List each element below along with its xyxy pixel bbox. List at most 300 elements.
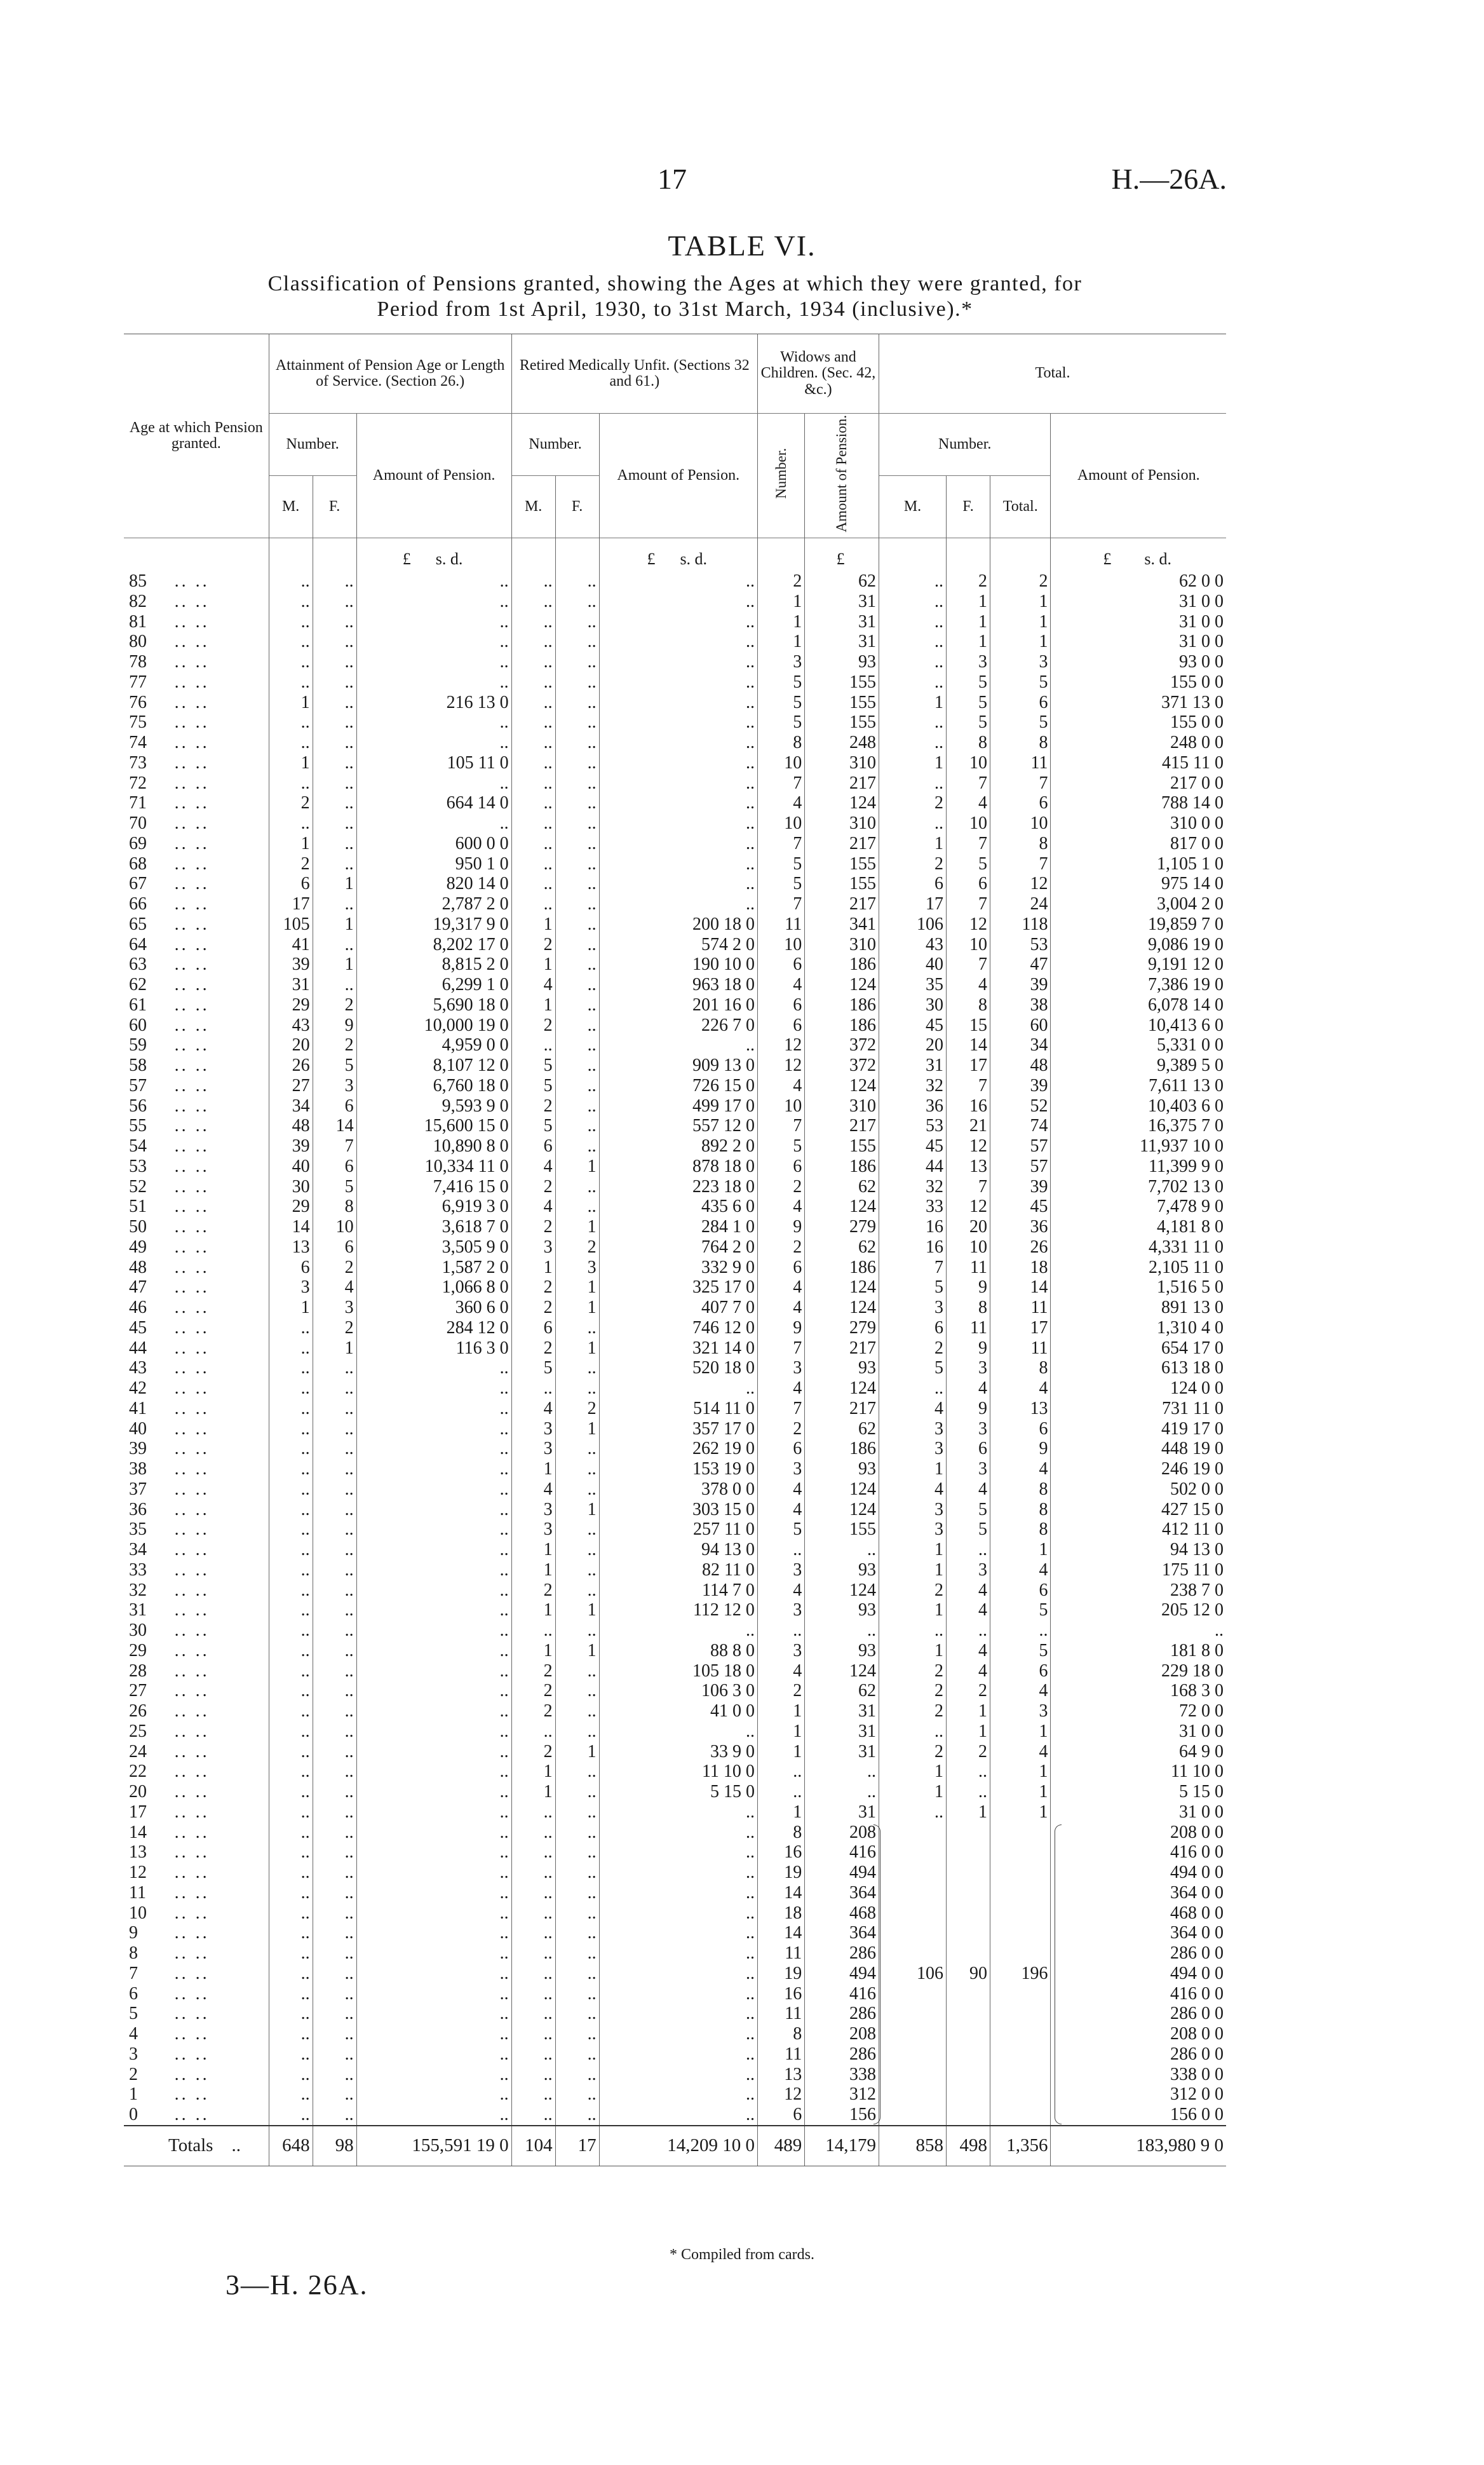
- total-total-cell: [990, 1842, 1051, 1863]
- dots-cell: .. ..: [174, 1056, 210, 1076]
- table-totals: [124, 2126, 1226, 2166]
- age-cell: 68: [129, 853, 147, 874]
- unfit-m-cell: ..: [511, 793, 555, 813]
- attainment-amount-cell: ..: [356, 1459, 511, 1479]
- total-m-cell: 36: [879, 1096, 946, 1116]
- total-amount-cell: 975 14 0: [1051, 874, 1226, 894]
- dots-cell: .. ..: [174, 1983, 210, 2004]
- widows-amount-cell: 372: [805, 1035, 879, 1056]
- unfit-amount-cell: ..: [599, 2105, 757, 2126]
- widows-amount-cell: 310: [805, 813, 879, 834]
- attainment-amount-cell: 6,299 1 0: [356, 975, 511, 995]
- dots-cell: .. ..: [174, 1096, 210, 1116]
- attainment-f-cell: ..: [313, 1802, 356, 1823]
- total-m-cell: ..: [879, 1378, 946, 1399]
- age-cell: 81: [129, 611, 147, 632]
- widows-amount-cell: 310: [805, 934, 879, 954]
- unfit-amount-cell: ..: [599, 1903, 757, 1923]
- attainment-m-cell: ..: [269, 1540, 313, 1560]
- total-amount-cell: 238 7 0: [1051, 1580, 1226, 1600]
- attainment-m-cell: 41: [269, 934, 313, 954]
- widows-amount-cell: 93: [805, 1560, 879, 1580]
- attainment-amount-cell: 7,416 15 0: [356, 1176, 511, 1197]
- unfit-f-cell: ..: [555, 2064, 599, 2084]
- unfit-amount-cell: 963 18 0: [599, 975, 757, 995]
- attainment-f-cell: ..: [313, 1459, 356, 1479]
- total-f-cell: 1: [947, 592, 990, 612]
- unfit-amount-cell: ..: [599, 753, 757, 773]
- header-unfit-m: M.: [511, 475, 555, 538]
- attainment-m-cell: 40: [269, 1157, 313, 1177]
- total-total-cell: 6: [990, 1660, 1051, 1681]
- total-amount-cell: 1,105 1 0: [1051, 853, 1226, 874]
- total-amount-cell: 494 0 0: [1051, 1863, 1226, 1883]
- total-amount-cell: 217 0 0: [1051, 773, 1226, 793]
- attainment-m-cell: ..: [269, 1439, 313, 1459]
- total-total-cell: 13: [990, 1399, 1051, 1419]
- total-m-cell: 45: [879, 1015, 946, 1035]
- unfit-f-cell: ..: [555, 2105, 599, 2126]
- dots-cell: .. ..: [174, 793, 210, 813]
- total-f-cell: [947, 1943, 990, 1964]
- total-amount-cell: 208 0 0: [1051, 2024, 1226, 2044]
- table-row: [124, 1580, 1226, 1600]
- totals-label-text: Totals: [168, 2135, 213, 2156]
- unfit-f-cell: ..: [555, 1883, 599, 1903]
- total-f-cell: 1: [947, 1701, 990, 1721]
- widows-amount-cell: 286: [805, 1943, 879, 1964]
- total-f-cell: 3: [947, 1459, 990, 1479]
- attainment-amount-cell: ..: [356, 1883, 511, 1903]
- widows-number-cell: 3: [757, 1600, 804, 1620]
- total-amount-cell: 416 0 0: [1051, 1842, 1226, 1863]
- attainment-amount-cell: ..: [356, 2004, 511, 2024]
- table-row: [124, 571, 1226, 592]
- dots-cell: .. ..: [174, 1298, 210, 1318]
- age-cell: 9: [129, 1923, 138, 1943]
- widows-amount-cell: 31: [805, 1701, 879, 1721]
- unfit-m-cell: ..: [511, 1903, 555, 1923]
- unfit-amount-cell: 325 17 0: [599, 1277, 757, 1298]
- total-m-cell: ..: [879, 571, 946, 592]
- unfit-amount-cell: 520 18 0: [599, 1358, 757, 1378]
- attainment-f-cell: ..: [313, 1399, 356, 1419]
- attainment-f-cell: ..: [313, 712, 356, 733]
- widows-number-cell: 5: [757, 1136, 804, 1157]
- units-total: [1051, 538, 1226, 571]
- total-m-cell: 3: [879, 1439, 946, 1459]
- attainment-m-cell: ..: [269, 1681, 313, 1701]
- age-cell: 14: [129, 1822, 147, 1842]
- unfit-amount-cell: 435 6 0: [599, 1197, 757, 1217]
- total-amount-cell: 286 0 0: [1051, 1943, 1226, 1964]
- total-f-cell: 5: [947, 692, 990, 712]
- dots-cell: .. ..: [174, 1338, 210, 1358]
- widows-number-cell: 1: [757, 592, 804, 612]
- widows-number-cell: 6: [757, 995, 804, 1015]
- total-total-cell: [990, 1923, 1051, 1943]
- unfit-amount-cell: ..: [599, 733, 757, 753]
- total-f-cell: 8: [947, 995, 990, 1015]
- total-m-cell: [879, 1983, 946, 2004]
- total-amount-cell: 415 11 0: [1051, 753, 1226, 773]
- widows-number-cell: 6: [757, 1257, 804, 1277]
- table-row: [124, 1439, 1226, 1459]
- unfit-amount-cell: 106 3 0: [599, 1681, 757, 1701]
- attainment-f-cell: ..: [313, 1600, 356, 1620]
- widows-number-cell: 14: [757, 1883, 804, 1903]
- unfit-amount-cell: 33 9 0: [599, 1741, 757, 1762]
- widows-number-cell: 2: [757, 1418, 804, 1439]
- widows-amount-cell: 31: [805, 1741, 879, 1762]
- unfit-f-cell: ..: [555, 592, 599, 612]
- unfit-f-cell: ..: [555, 773, 599, 793]
- unfit-f-cell: ..: [555, 2024, 599, 2044]
- attainment-f-cell: 10: [313, 1217, 356, 1237]
- total-amount-cell: 11,937 10 0: [1051, 1136, 1226, 1157]
- age-cell: 8: [129, 1943, 138, 1964]
- widows-number-cell: 3: [757, 652, 804, 672]
- total-f-cell: [947, 2105, 990, 2126]
- total-f-cell: 4: [947, 975, 990, 995]
- header-attainment-amount: Amount of Pension.: [356, 414, 511, 538]
- attainment-amount-cell: ..: [356, 1439, 511, 1459]
- age-cell: 36: [129, 1499, 147, 1519]
- table-row: [124, 1418, 1226, 1439]
- age-cell: 80: [129, 632, 147, 652]
- total-m-cell: 3: [879, 1499, 946, 1519]
- attainment-f-cell: ..: [313, 934, 356, 954]
- unfit-amount-cell: 746 12 0: [599, 1318, 757, 1338]
- unfit-m-cell: ..: [511, 733, 555, 753]
- attainment-m-cell: 3: [269, 1277, 313, 1298]
- total-f-cell: 13: [947, 1157, 990, 1177]
- widows-amount-cell: 124: [805, 1499, 879, 1519]
- unfit-m-cell: 2: [511, 1277, 555, 1298]
- widows-number-cell: 8: [757, 733, 804, 753]
- total-m-cell: 7: [879, 1257, 946, 1277]
- age-cell: 59: [129, 1035, 147, 1056]
- total-amount-cell: 156 0 0: [1051, 2105, 1226, 2126]
- dots-cell: .. ..: [174, 833, 210, 853]
- header-widows-amount: [805, 414, 879, 538]
- total-m-cell: ..: [879, 1620, 946, 1641]
- attainment-f-cell: ..: [313, 632, 356, 652]
- table-row: [124, 1116, 1226, 1136]
- table-row: [124, 592, 1226, 612]
- age-cell: 12: [129, 1863, 147, 1883]
- dots-cell: .. ..: [174, 773, 210, 793]
- totals-total-amount: 183,980 9 0: [1051, 2126, 1226, 2166]
- attainment-amount-cell: ..: [356, 2084, 511, 2105]
- attainment-m-cell: 1: [269, 692, 313, 712]
- widows-number-cell: 3: [757, 1459, 804, 1479]
- attainment-m-cell: 14: [269, 1217, 313, 1237]
- total-amount-cell: 364 0 0: [1051, 1923, 1226, 1943]
- dots-cell: .. ..: [174, 1802, 210, 1822]
- unfit-amount-cell: ..: [599, 1964, 757, 1984]
- unfit-f-cell: ..: [555, 1176, 599, 1197]
- attainment-amount-cell: ..: [356, 1399, 511, 1419]
- total-total-cell: 12: [990, 874, 1051, 894]
- unfit-f-cell: ..: [555, 1923, 599, 1943]
- dots-cell: .. ..: [174, 1257, 210, 1277]
- age-cell: 25: [129, 1721, 147, 1741]
- unfit-f-cell: ..: [555, 1681, 599, 1701]
- total-f-cell: 7: [947, 894, 990, 914]
- widows-number-cell: 6: [757, 1157, 804, 1177]
- widows-amount-cell: 31: [805, 592, 879, 612]
- table-row: [124, 1035, 1226, 1056]
- total-amount-cell: 731 11 0: [1051, 1399, 1226, 1419]
- total-m-cell: 5: [879, 1277, 946, 1298]
- widows-number-cell: 10: [757, 1096, 804, 1116]
- total-amount-cell: 246 19 0: [1051, 1459, 1226, 1479]
- attainment-f-cell: 2: [313, 1257, 356, 1277]
- widows-amount-cell: 124: [805, 1479, 879, 1500]
- total-amount-cell: 419 17 0: [1051, 1418, 1226, 1439]
- total-amount-cell: 4,181 8 0: [1051, 1217, 1226, 1237]
- widows-number-cell: 2: [757, 1176, 804, 1197]
- attainment-m-cell: 6: [269, 1257, 313, 1277]
- attainment-m-cell: ..: [269, 1479, 313, 1500]
- total-total-cell: 24: [990, 894, 1051, 914]
- unfit-f-cell: ..: [555, 1056, 599, 1076]
- widows-number-cell: 8: [757, 2024, 804, 2044]
- age-cell: 56: [129, 1096, 147, 1116]
- unfit-f-cell: ..: [555, 1318, 599, 1338]
- total-f-cell: 6: [947, 874, 990, 894]
- attainment-f-cell: ..: [313, 1721, 356, 1742]
- attainment-m-cell: 48: [269, 1116, 313, 1136]
- dots-cell: .. ..: [174, 1237, 210, 1257]
- attainment-amount-cell: 360 6 0: [356, 1298, 511, 1318]
- attainment-f-cell: 5: [313, 1056, 356, 1076]
- attainment-m-cell: 29: [269, 1197, 313, 1217]
- total-total-cell: 39: [990, 1176, 1051, 1197]
- total-amount-cell: 1,310 4 0: [1051, 1318, 1226, 1338]
- totals-total-total: 1,356: [990, 2126, 1051, 2166]
- attainment-m-cell: 39: [269, 1136, 313, 1157]
- header-medically-unfit: Retired Medically Unfit. (Sections 32 and 61.): [511, 334, 757, 414]
- widows-amount-cell: 416: [805, 1842, 879, 1863]
- attainment-amount-cell: ..: [356, 1741, 511, 1762]
- total-total-cell: [990, 1863, 1051, 1883]
- unfit-amount-cell: ..: [599, 1863, 757, 1883]
- attainment-m-cell: ..: [269, 2024, 313, 2044]
- age-cell: 26: [129, 1701, 147, 1721]
- header-total: Total.: [879, 334, 1226, 414]
- attainment-m-cell: ..: [269, 2105, 313, 2126]
- units-attainment: [356, 538, 511, 571]
- unfit-f-cell: ..: [555, 894, 599, 914]
- total-amount-cell: 175 11 0: [1051, 1560, 1226, 1580]
- unfit-f-cell: ..: [555, 1782, 599, 1802]
- unfit-f-cell: ..: [555, 1983, 599, 2004]
- unfit-m-cell: 2: [511, 1338, 555, 1358]
- unfit-f-cell: ..: [555, 1015, 599, 1035]
- unfit-m-cell: 2: [511, 1015, 555, 1035]
- widows-amount-label: Amount of Pension.: [833, 415, 849, 533]
- dots-cell: .. ..: [174, 1459, 210, 1479]
- total-m-cell: 6: [879, 874, 946, 894]
- unfit-f-cell: ..: [555, 954, 599, 975]
- attainment-f-cell: ..: [313, 1782, 356, 1802]
- unfit-amount-cell: ..: [599, 672, 757, 693]
- unfit-amount-cell: 226 7 0: [599, 1015, 757, 1035]
- attainment-m-cell: ..: [269, 652, 313, 672]
- dots-cell: .. ..: [174, 1721, 210, 1741]
- attainment-amount-cell: ..: [356, 1923, 511, 1943]
- attainment-amount-cell: 216 13 0: [356, 692, 511, 712]
- widows-number-cell: 19: [757, 1964, 804, 1984]
- unfit-amount-cell: 201 16 0: [599, 995, 757, 1015]
- total-m-cell: ..: [879, 632, 946, 652]
- total-total-cell: [990, 2084, 1051, 2105]
- attainment-m-cell: ..: [269, 1842, 313, 1863]
- unfit-m-cell: 1: [511, 1762, 555, 1782]
- dots-cell: .. ..: [174, 1176, 210, 1197]
- widows-amount-cell: 494: [805, 1964, 879, 1984]
- total-m-cell: 4: [879, 1399, 946, 1419]
- unfit-f-cell: ..: [555, 1035, 599, 1056]
- total-total-cell: 8: [990, 1358, 1051, 1378]
- totals-unfit-amount: 14,209 10 0: [599, 2126, 757, 2166]
- widows-number-cell: 4: [757, 793, 804, 813]
- attainment-f-cell: ..: [313, 1681, 356, 1701]
- attainment-f-cell: ..: [313, 1863, 356, 1883]
- table-row: [124, 874, 1226, 894]
- widows-number-cell: ..: [757, 1782, 804, 1802]
- unfit-amount-cell: ..: [599, 853, 757, 874]
- attainment-amount-cell: 664 14 0: [356, 793, 511, 813]
- widows-number-cell: 11: [757, 914, 804, 935]
- unfit-amount-cell: ..: [599, 874, 757, 894]
- table-row: [124, 914, 1226, 935]
- table-row: [124, 652, 1226, 672]
- attainment-m-cell: 34: [269, 1096, 313, 1116]
- total-f-cell: 2: [947, 1681, 990, 1701]
- age-cell: 70: [129, 813, 147, 834]
- widows-number-cell: 1: [757, 1802, 804, 1823]
- unfit-amount-cell: ..: [599, 2044, 757, 2065]
- attainment-m-cell: ..: [269, 571, 313, 592]
- dots-cell: .. ..: [174, 1197, 210, 1217]
- total-m-cell: 45: [879, 1136, 946, 1157]
- total-m-cell: 1: [879, 1782, 946, 1802]
- age-cell: 71: [129, 793, 147, 813]
- total-total-cell: 14: [990, 1277, 1051, 1298]
- total-amount-cell: 10,403 6 0: [1051, 1096, 1226, 1116]
- attainment-f-cell: ..: [313, 1943, 356, 1964]
- total-amount-cell: 416 0 0: [1051, 1983, 1226, 2004]
- widows-number-cell: ..: [757, 1620, 804, 1641]
- widows-amount-cell: 93: [805, 1358, 879, 1378]
- total-total-cell: 1: [990, 1540, 1051, 1560]
- table-row: [124, 1681, 1226, 1701]
- unfit-f-cell: 1: [555, 1499, 599, 1519]
- attainment-amount-cell: ..: [356, 1842, 511, 1863]
- unfit-m-cell: 4: [511, 1479, 555, 1500]
- attainment-m-cell: ..: [269, 2064, 313, 2084]
- right-brace-icon: [874, 1824, 880, 2124]
- attainment-amount-cell: ..: [356, 1802, 511, 1823]
- age-cell: 10: [129, 1903, 147, 1923]
- attainment-f-cell: 1: [313, 874, 356, 894]
- attainment-m-cell: 17: [269, 894, 313, 914]
- attainment-amount-cell: ..: [356, 1943, 511, 1964]
- unfit-f-cell: 1: [555, 1157, 599, 1177]
- age-cell: 34: [129, 1540, 147, 1560]
- total-f-cell: 14: [947, 1035, 990, 1056]
- age-cell: 5: [129, 2004, 138, 2024]
- attainment-m-cell: ..: [269, 1964, 313, 1984]
- dots-cell: .. ..: [174, 1217, 210, 1237]
- total-total-cell: 10: [990, 813, 1051, 834]
- unfit-m-cell: ..: [511, 1721, 555, 1742]
- total-amount-cell: 5,331 0 0: [1051, 1035, 1226, 1056]
- attainment-m-cell: ..: [269, 1660, 313, 1681]
- unfit-amount-cell: 514 11 0: [599, 1399, 757, 1419]
- unfit-f-cell: ..: [555, 692, 599, 712]
- unfit-m-cell: ..: [511, 592, 555, 612]
- total-f-cell: [947, 1883, 990, 1903]
- unfit-m-cell: ..: [511, 1842, 555, 1863]
- attainment-amount-cell: 8,202 17 0: [356, 934, 511, 954]
- table-row: [124, 1802, 1226, 1823]
- total-total-cell: 1: [990, 592, 1051, 612]
- age-cell: 64: [129, 934, 147, 954]
- dots-cell: .. ..: [174, 1681, 210, 1701]
- widows-number-cell: 7: [757, 773, 804, 793]
- total-f-cell: 12: [947, 914, 990, 935]
- dots-cell: .. ..: [174, 914, 210, 934]
- total-m-cell: 1: [879, 834, 946, 854]
- table-row: [124, 1620, 1226, 1641]
- unfit-f-cell: ..: [555, 1903, 599, 1923]
- total-m-cell: 106: [879, 1964, 946, 1984]
- totals-widows-amount: 14,179: [805, 2126, 879, 2166]
- dots-cell: .. ..: [174, 1317, 210, 1338]
- table-row: [124, 1540, 1226, 1560]
- age-cell: 58: [129, 1056, 147, 1076]
- total-amount-cell: ..: [1051, 1620, 1226, 1641]
- widows-amount-cell: 93: [805, 652, 879, 672]
- age-cell: 44: [129, 1338, 147, 1358]
- unfit-f-cell: 1: [555, 1217, 599, 1237]
- total-m-cell: 3: [879, 1418, 946, 1439]
- header-unfit-f: F.: [555, 475, 599, 538]
- widows-amount-cell: 312: [805, 2084, 879, 2105]
- total-f-cell: 11: [947, 1257, 990, 1277]
- unfit-amount-cell: 88 8 0: [599, 1641, 757, 1661]
- attainment-m-cell: ..: [269, 632, 313, 652]
- unfit-f-cell: ..: [555, 632, 599, 652]
- total-m-cell: ..: [879, 592, 946, 612]
- table-row: [124, 1721, 1226, 1742]
- age-cell: 66: [129, 894, 147, 914]
- widows-amount-cell: 416: [805, 1983, 879, 2004]
- dots-cell: .. ..: [174, 1378, 210, 1399]
- total-total-cell: 2: [990, 571, 1051, 592]
- attainment-amount-cell: ..: [356, 1418, 511, 1439]
- total-amount-cell: 6,078 14 0: [1051, 995, 1226, 1015]
- attainment-m-cell: ..: [269, 1580, 313, 1600]
- attainment-f-cell: ..: [313, 773, 356, 793]
- total-total-cell: 11: [990, 753, 1051, 773]
- unfit-m-cell: ..: [511, 1035, 555, 1056]
- widows-number-cell: 7: [757, 894, 804, 914]
